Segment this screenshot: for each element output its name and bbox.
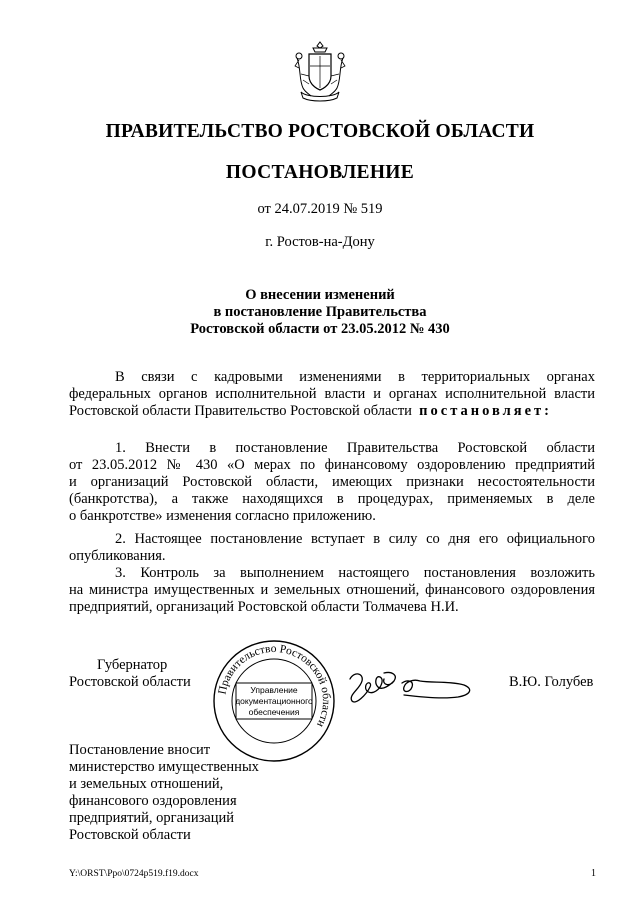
paragraph-line: предприятий, организаций Ростовской области Толмачева Н.И. (69, 599, 459, 615)
item-3-paragraph (69, 565, 595, 616)
subject-line: в постановление Правительства (213, 304, 427, 320)
paragraph-line: на министра имущественных и земельных отношений, финансового оздоровления (69, 582, 595, 598)
submitter-line: финансового оздоровления (69, 793, 237, 809)
handwritten-signature (344, 665, 474, 709)
stamp-inner-line: обеспечения (248, 707, 300, 717)
paragraph-line: о банкротстве» изменения согласно приложению. (69, 508, 376, 524)
document-subject (0, 287, 640, 338)
document-date-number: от 24.07.2019 № 519 (257, 201, 383, 217)
stamp-inner-line: документационного (235, 696, 313, 706)
page-number: 1 (591, 868, 596, 879)
signatory-title-line: Губернатор (97, 657, 168, 673)
submitter-line: Постановление вносит (69, 742, 211, 758)
item-2-paragraph (69, 531, 595, 565)
preamble-text: Ростовской области Правительство Ростовской области (69, 403, 412, 419)
paragraph-line: (банкротства), а также находящихся в процедурах, применяемых в деле (69, 491, 595, 507)
subject-line: Ростовской области от 23.05.2012 № 430 (190, 321, 450, 337)
document-type: ПОСТАНОВЛЕНИЕ (225, 162, 415, 183)
paragraph-line (69, 403, 595, 420)
organization-title: ПРАВИТЕЛЬСТВО РОСТОВСКОЙ ОБЛАСТИ (105, 121, 535, 142)
signatory-title (69, 657, 229, 691)
paragraph-line: и организаций Ростовской области, имеющих признаки несостоятельности (69, 474, 595, 490)
preamble-paragraph (69, 369, 595, 420)
paragraph-line: 3. Контроль за выполнением настоящего постановления возложить (115, 565, 595, 581)
paragraph-line: 1. Внести в постановление Правительства Ростовской области (115, 440, 595, 456)
submitter-line: и земельных отношений, (69, 776, 224, 792)
submitter-line: министерство имущественных (69, 759, 259, 775)
stamp-inner-line: Управление (250, 685, 298, 695)
submitter-line: предприятий, организаций (69, 810, 235, 826)
submitter-block (69, 742, 329, 844)
item-1-paragraph (69, 440, 595, 525)
signatory-name: В.Ю. Голубев (509, 674, 594, 690)
document-city: г. Ростов-на-Дону (265, 234, 375, 250)
paragraph-line: федеральных органов исполнительной власти и органах исполнительной власти (69, 386, 595, 402)
submitter-line: Ростовской области (69, 827, 191, 843)
subject-line: О внесении изменений (245, 287, 395, 303)
paragraph-line: 2. Настоящее постановление вступает в силу со дня его официального (115, 531, 595, 547)
coat-of-arms-icon (291, 40, 349, 104)
footer-file-path: Y:\ORST\Ppo\0724p519.f19.docx (69, 869, 199, 879)
stamp-outer-text: Правительство Ростовской области (216, 642, 333, 729)
paragraph-line: опубликования. (69, 548, 166, 564)
paragraph-line: от 23.05.2012 № 430 «О мерах по финансовому оздоровлению предприятий (69, 457, 595, 473)
signatory-title-line: Ростовской области (69, 674, 191, 690)
paragraph-line: В связи с кадровыми изменениями в территориальных органах (115, 369, 595, 385)
decree-word: постановляет: (419, 403, 553, 419)
